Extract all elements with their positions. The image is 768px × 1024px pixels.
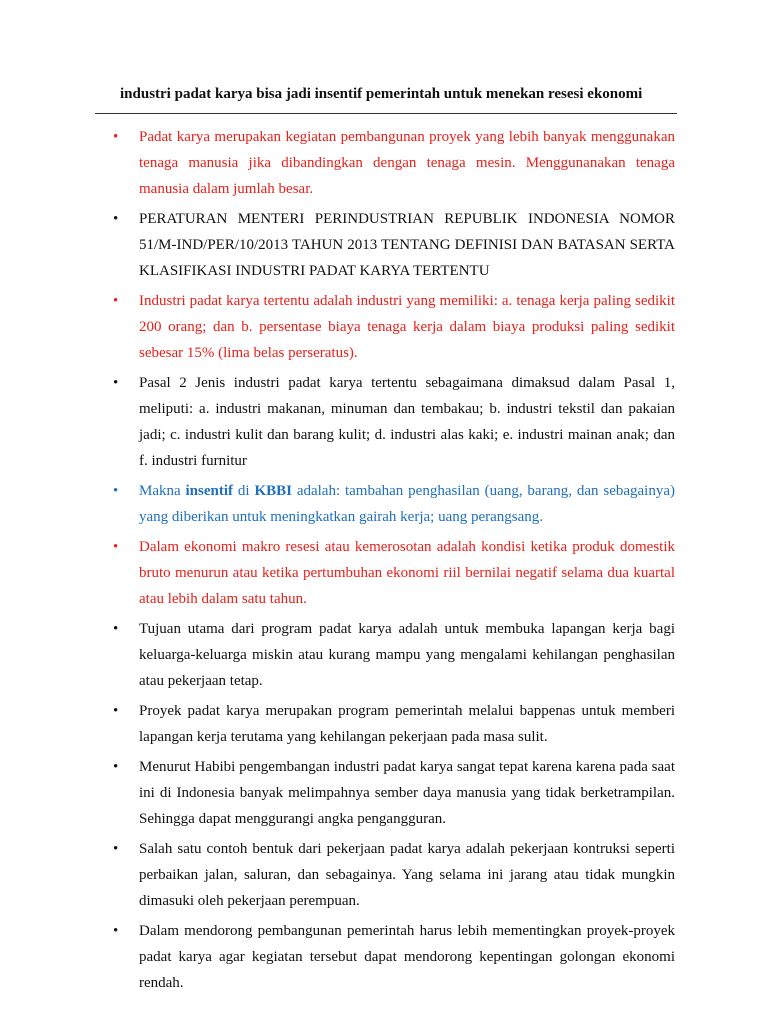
list-item-text: Salah satu contoh bentuk dari pekerjaan padat karya adalah pekerjaan kontruksi seperti perbaikan jalan, saluran, dan sebagainya. Yang selama ini jarang atau tidak mungkin dimasuki oleh pekerjaan perempuan.	[139, 841, 675, 909]
bullet-marker: •	[113, 621, 119, 637]
bullet-marker: •	[113, 759, 119, 775]
list-item-text: Proyek padat karya merupakan program pemerintah melalui bappenas untuk memberi lapangan kerja terutama yang kehilangan pekerjaan pada masa sulit.	[139, 703, 675, 745]
list-item-text: PERATURAN MENTERI PERINDUSTRIAN REPUBLIK INDONESIA NOMOR 51/M-IND/PER/10/2013 TAHUN 2013 TENTANG DEFINISI DAN BATASAN SERTA KLASIFIKASI INDUSTRI PADAT KARYA TERTENTU	[139, 211, 675, 279]
list-item-text: Pasal 2 Jenis industri padat karya tertentu sebagaimana dimaksud dalam Pasal 1, meliputi: a. industri makanan, minuman dan tembakau; b. industri tekstil dan pakaian jadi; c. industri kulit dan barang kulit; d. industri alas kaki; e. industri mainan anak; dan f. industri furnitur	[139, 375, 675, 469]
bullet-marker: •	[113, 539, 119, 555]
bullet-marker: •	[113, 293, 119, 309]
list-item	[0, 534, 768, 612]
document-title: industri padat karya bisa jadi insentif pemerintah untuk menekan resesi ekonomi	[120, 86, 643, 102]
list-item	[0, 616, 768, 694]
list-item	[0, 478, 768, 530]
list-item	[0, 370, 768, 474]
list-item	[0, 124, 768, 202]
list-item-text	[139, 478, 675, 530]
bullet-marker: •	[113, 703, 119, 719]
list-item-text: Tujuan utama dari program padat karya adalah untuk membuka lapangan kerja bagi keluarga-keluarga miskin atau kurang mampu yang mengalami kehilangan penghasilan atau pekerjaan tetap.	[139, 621, 675, 689]
text-segment: Makna	[139, 483, 186, 499]
text-segment: adalah: tambahan penghasilan (uang, barang, dan sebagainya) yang diberikan untuk meningkatkan gairah kerja; uang perangsang.	[139, 483, 676, 525]
list-item-text: Dalam ekonomi makro resesi atau kemerosotan adalah kondisi ketika produk domestik bruto menurun atau ketika pertumbuhan ekonomi riil bernilai negatif selama dua kuartal atau lebih dalam satu tahun.	[139, 539, 675, 607]
list-item	[0, 698, 768, 750]
bullet-list	[0, 124, 768, 1000]
text-segment: di	[233, 483, 255, 499]
list-item	[0, 288, 768, 366]
list-item-text: Industri padat karya tertentu adalah industri yang memiliki: a. tenaga kerja paling sedikit 200 orang; dan b. persentase biaya tenaga kerja dalam biaya produksi paling sedikit sebesar 15% (lima belas perseratus).	[139, 293, 675, 361]
term-kbbi: KBBI	[254, 483, 292, 499]
bullet-marker: •	[113, 483, 119, 499]
list-item	[0, 836, 768, 914]
title-divider	[95, 113, 677, 114]
bullet-marker: •	[113, 375, 119, 391]
bullet-marker: •	[113, 211, 119, 227]
term-insentif: insentif	[185, 483, 234, 499]
bullet-marker: •	[113, 129, 119, 145]
bullet-marker: •	[113, 841, 119, 857]
list-item	[0, 754, 768, 832]
list-item-text: Dalam mendorong pembangunan pemerintah harus lebih mementingkan proyek-proyek padat karya agar kegiatan tersebut dapat mendorong kepentingan golongan ekonomi rendah.	[139, 923, 675, 991]
list-item-text: Padat karya merupakan kegiatan pembangunan proyek yang lebih banyak menggunakan tenaga manusia jika dibandingkan dengan tenaga mesin. Menggunanakan tenaga manusia dalam jumlah besar.	[139, 129, 675, 197]
list-item	[0, 206, 768, 284]
list-item	[0, 918, 768, 996]
list-item-text: Menurut Habibi pengembangan industri padat karya sangat tepat karena karena pada saat ini di Indonesia banyak melimpahnya sember daya manusia yang tidak berketrampilan. Sehingga dapat menggurangi angka pengangguran.	[139, 759, 675, 827]
bullet-marker: •	[113, 923, 119, 939]
